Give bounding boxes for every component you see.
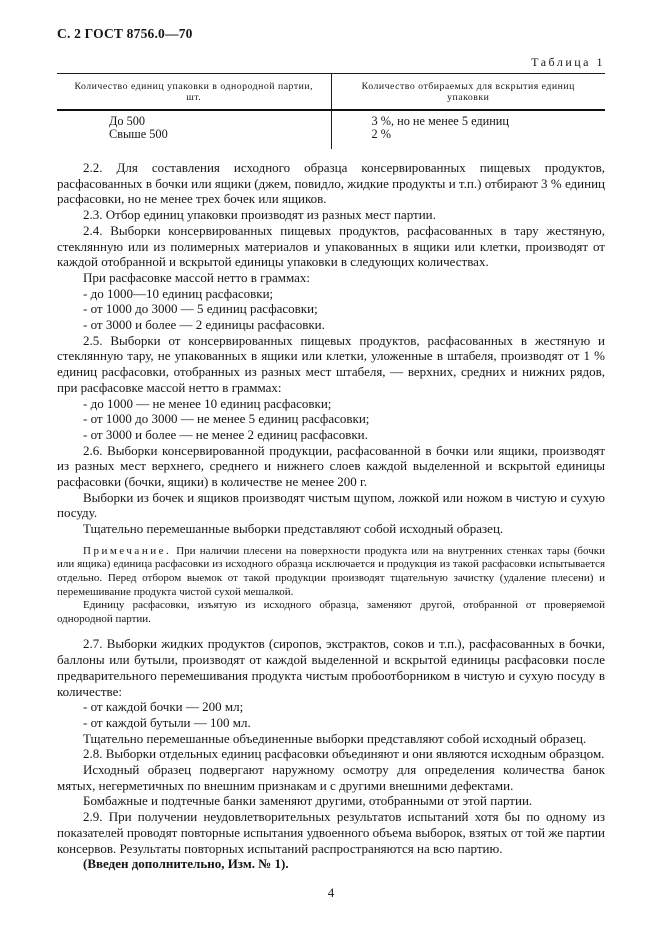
paragraph: Выборки из бочек и ящиков производят чистым щупом, ложкой или ножом в чистую и сухую посуду. bbox=[57, 489, 605, 521]
paragraph: Исходный образец подвергают наружному осмотру для определения количества банок мятых, негерметичных по внешним признакам и с другими внешними дефектами. bbox=[57, 762, 605, 793]
paragraph-2-9: 2.9. При получении неудовлетворительных результатов испытаний хотя бы по одному из показателей проводят повторные испытания удвоенного объема выборок, взятых от той же партии консервов. Результаты повторных испытаний распространяются на всю партию. bbox=[57, 809, 605, 856]
paragraph: Тщательно перемешанные объединенные выборки представляют собой исходный образец. bbox=[83, 730, 587, 746]
paragraph-2-8: 2.8. Выборки отдельных единиц расфасовки объединяют и они являются исходным образцом. bbox=[83, 746, 605, 762]
table-body bbox=[57, 110, 605, 149]
paragraph-2-4: 2.4. Выборки консервированных пищевых продуктов, расфасованных в тару жестяную, стеклянную или из полимерных материалов и упакованных в ящики или клетки, производят от каждой отобранной и вскрытой единицы упаковки в следующих количествах. bbox=[57, 222, 605, 270]
table-caption: Таблица 1 bbox=[531, 55, 605, 69]
list-item: - до 1000 — не менее 10 единиц расфасовки; bbox=[83, 395, 332, 411]
list-item: - от 1000 до 3000 — 5 единиц расфасовки; bbox=[83, 301, 318, 317]
list-item: - от каждой бочки — 200 мл; bbox=[83, 699, 244, 715]
table-cell: Свыше 500 bbox=[57, 128, 331, 149]
note-block bbox=[57, 545, 605, 627]
table-cell: До 500 bbox=[57, 110, 331, 128]
list-item: - от 1000 до 3000 — не менее 5 единиц расфасовки; bbox=[83, 411, 370, 427]
list-item: - до 1000—10 единиц расфасовки; bbox=[83, 285, 274, 301]
paragraph: Бомбажные и подтечные банки заменяют другими, отобранными от этой партии. bbox=[83, 793, 533, 809]
note-paragraph: Единицу расфасовки, изъятую из исходного образца, заменяют другой, отобранной от проверяемой однородной партии. bbox=[57, 599, 605, 625]
table-row bbox=[57, 128, 605, 149]
document-body bbox=[57, 160, 605, 872]
paragraph-2-2: 2.2. Для составления исходного образца консервированных пищевых продуктов, расфасованных в бочки или ящики (джем, повидло, жидкие продукты и т.п.) отбирают 3 % единиц расфасовки, но не менее трех бочек или ящиков. bbox=[57, 160, 605, 207]
paragraph-2-3: 2.3. Отбор единиц упаковки производят из разных мест партии. bbox=[83, 207, 436, 223]
table-col-header-packing-units: Количество единиц упаковки в однородной партии, шт. bbox=[57, 74, 331, 111]
table-col-header-selected-units: Количество отбираемых для вскрытия единиц упаковки bbox=[331, 74, 605, 111]
paragraph-2-7: 2.7. Выборки жидких продуктов (сиропов, экстрактов, соков и т.п.), расфасованных в бочки, баллоны или бутыли, производят от каждой выделенной и вскрытой единицы расфасовки после предварительного перемешивания продукта чистым пробоотборником в чистую и сухую посуду в количестве: bbox=[57, 636, 605, 699]
list-item: - от 3000 и более — 2 единицы расфасовки. bbox=[83, 317, 325, 333]
note-text: При наличии плесени на поверхности продукта или на внутренних стенках тары (бочки или ящика) единица расфасовки из исходного образца исключается и продукция из такой расфасовки испытывается отдельно. Перед отбором выемок от такой продукции производят тщательную зачистку (удаление плесени) и перемешивание продукта чистой сухой мешалкой. bbox=[57, 544, 605, 598]
sampling-table bbox=[57, 73, 605, 149]
table-cell: 2 % bbox=[371, 127, 391, 141]
page-number: 4 bbox=[327, 884, 335, 900]
paragraph-2-6: 2.6. Выборки консервированной продукции, расфасованной в бочки или ящики, производят из разных мест верхнего, среднего и нижнего слоев каждой выделенной и вскрытой единицы расфасовки (бочки, ящики) в количестве не менее 200 г. bbox=[57, 442, 605, 490]
list-item: - от 3000 и более — не менее 2 единиц расфасовки. bbox=[83, 426, 368, 442]
page-header: С. 2 ГОСТ 8756.0—70 bbox=[57, 26, 193, 41]
table-header-row bbox=[57, 74, 605, 111]
amendment-note: (Введен дополнительно, Изм. № 1). bbox=[83, 856, 289, 872]
table-cell: 3 %, но не менее 5 единиц bbox=[371, 114, 509, 128]
table-row bbox=[57, 110, 605, 128]
table-header bbox=[57, 74, 605, 111]
note-paragraph bbox=[57, 545, 605, 599]
paragraph-netto-intro: При расфасовке массой нетто в граммах: bbox=[83, 269, 310, 285]
paragraph: Тщательно перемешанные выборки представляют собой исходный образец. bbox=[83, 521, 504, 537]
list-item: - от каждой бутыли — 100 мл. bbox=[83, 714, 251, 730]
paragraph-2-5: 2.5. Выборки от консервированных пищевых продуктов, расфасованных в жестяную и стеклянную тару, не упакованных в ящики или клетки, уложенные в штабеля, производят от 1 % единиц расфасовки, отобранных из разных мест штабеля, — верхних, средних и нижних рядов, при расфасовке массой нетто в граммах: bbox=[57, 332, 605, 395]
note-label: Примечание. bbox=[83, 544, 172, 557]
